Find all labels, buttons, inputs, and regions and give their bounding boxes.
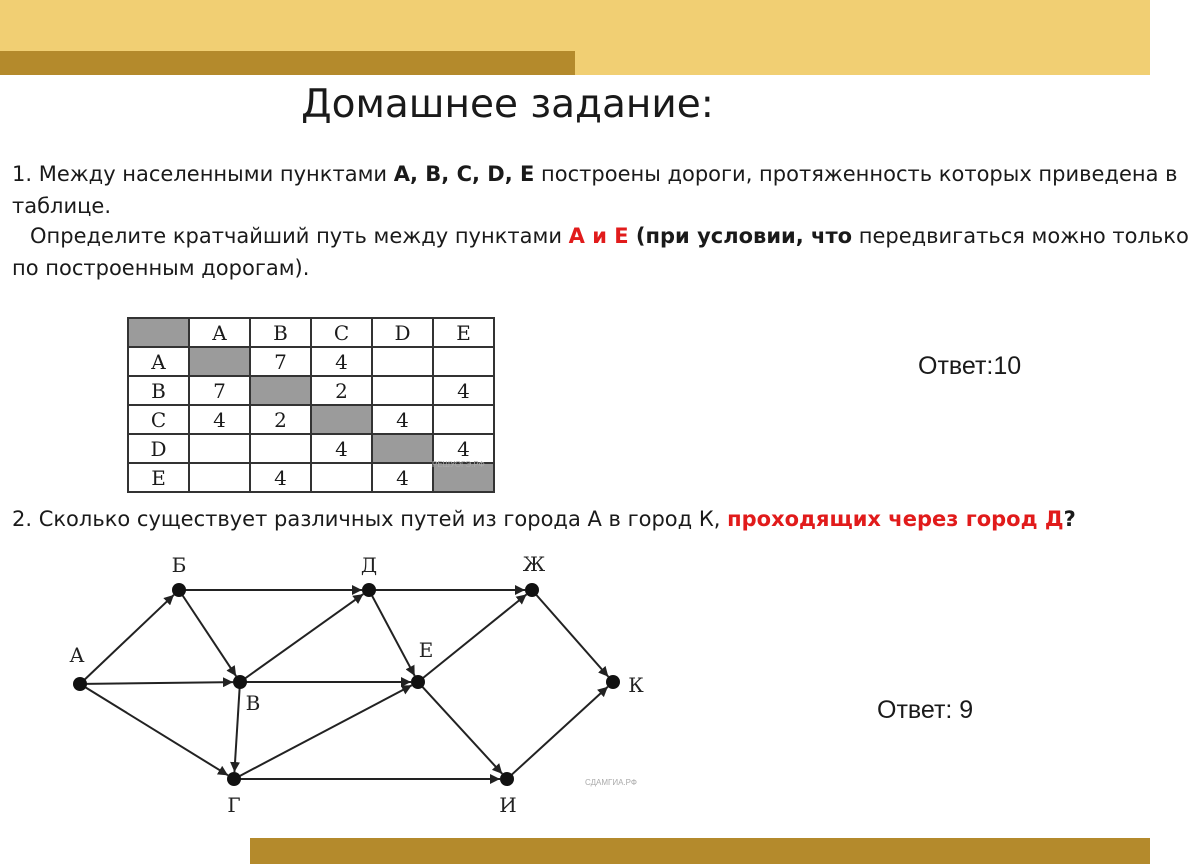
node-v bbox=[233, 675, 247, 689]
task1-highlight: А и Е bbox=[568, 224, 629, 248]
node-d bbox=[362, 583, 376, 597]
task1-condition-cont: передвигаться можно только bbox=[852, 224, 1189, 248]
edge-v-d bbox=[245, 594, 363, 678]
table-cell: A bbox=[189, 318, 250, 347]
table-cell: D bbox=[128, 434, 189, 463]
task1-line2: таблице. bbox=[12, 194, 112, 218]
task2-highlight: проходящих через город Д bbox=[727, 507, 1064, 531]
task2-question-mark: ? bbox=[1063, 507, 1076, 531]
task2-question: 2. Сколько существует различных путей из города А в город К, bbox=[12, 507, 728, 531]
table-watermark: РЕШУОГЭ.РФ bbox=[432, 460, 485, 469]
table-cell: 2 bbox=[250, 405, 311, 434]
table-cell: 4 bbox=[372, 405, 433, 434]
table-cell: 4 bbox=[311, 347, 372, 376]
table-cell: 4 bbox=[433, 376, 494, 405]
task1-line4: по построенным дорогам). bbox=[12, 256, 310, 280]
task1-condition: (при условии, что bbox=[628, 224, 853, 248]
node-k bbox=[606, 675, 620, 689]
slide-title: Домашнее задание: bbox=[301, 82, 714, 127]
answer-1: Ответ:10 bbox=[918, 352, 1022, 380]
edge-a-g bbox=[85, 687, 228, 775]
table-cell: D bbox=[372, 318, 433, 347]
node-label-g: Г bbox=[227, 793, 241, 817]
table-cell: 7 bbox=[189, 376, 250, 405]
node-a bbox=[73, 677, 87, 691]
task1-text-cont: построены дороги, протяженность которых приведена в bbox=[534, 162, 1178, 186]
edge-e-i bbox=[422, 686, 502, 773]
table-cell: E bbox=[433, 318, 494, 347]
edge-d-e bbox=[372, 595, 415, 676]
table-cell: 4 bbox=[189, 405, 250, 434]
answer-2: Ответ: 9 bbox=[877, 696, 974, 724]
table-cell: E bbox=[128, 463, 189, 492]
table-cell: 4 bbox=[433, 434, 494, 463]
node-zh bbox=[525, 583, 539, 597]
task1-text: 1. Между населенными пунктами bbox=[12, 162, 394, 186]
table-cell: 4 bbox=[311, 434, 372, 463]
task1-question: Определите кратчайший путь между пунктами bbox=[30, 224, 569, 248]
edge-g-e bbox=[239, 685, 412, 776]
edge-v-g bbox=[234, 688, 239, 772]
table-cell: B bbox=[250, 318, 311, 347]
table-cell: C bbox=[311, 318, 372, 347]
node-label-k: К bbox=[628, 673, 644, 697]
task1-points: А, В, С, D, Е bbox=[393, 162, 535, 186]
table-cell: C bbox=[128, 405, 189, 434]
node-i bbox=[500, 772, 514, 786]
node-label-b: Б bbox=[171, 553, 187, 577]
edge-b-v bbox=[182, 595, 236, 676]
table-cell: 7 bbox=[250, 347, 311, 376]
node-label-a: А bbox=[69, 643, 85, 667]
node-g bbox=[227, 772, 241, 786]
edge-i-k bbox=[511, 687, 607, 775]
node-label-i: И bbox=[499, 793, 517, 817]
table-cell: B bbox=[128, 376, 189, 405]
node-label-zh: Ж bbox=[522, 552, 546, 576]
node-label-d: Д bbox=[360, 553, 378, 577]
node-label-e: Е bbox=[418, 638, 434, 662]
node-label-v: В bbox=[245, 691, 261, 715]
table-cell: A bbox=[128, 347, 189, 376]
node-b bbox=[172, 583, 186, 597]
edge-zh-k bbox=[536, 595, 608, 677]
edge-a-v bbox=[86, 682, 233, 684]
table-cell: 4 bbox=[250, 463, 311, 492]
node-e bbox=[411, 675, 425, 689]
edge-a-b bbox=[84, 595, 174, 680]
edge-e-zh bbox=[423, 594, 527, 678]
table-cell: 4 bbox=[372, 463, 433, 492]
graph-watermark: СДАМГИА.РФ bbox=[585, 778, 637, 787]
table-cell: 2 bbox=[311, 376, 372, 405]
